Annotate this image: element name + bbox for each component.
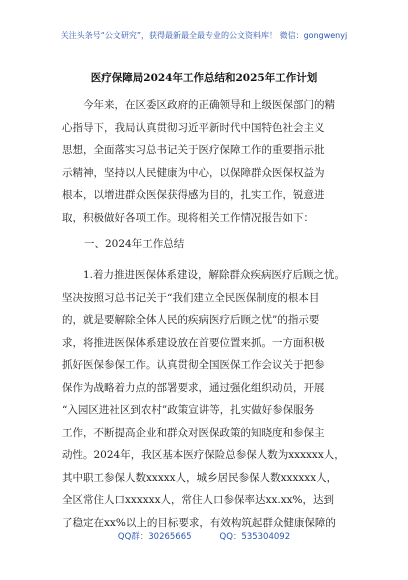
text-line: 工作，不断提高企业和群众对医保政策的知晓度和参保主 bbox=[62, 426, 325, 439]
text-line: 求，将推进医保体系建设放在首要位置来抓。一方面积极 bbox=[62, 336, 325, 349]
text-line: 保作为战略着力点的部署要求，通过强化组织动员，开展 bbox=[62, 381, 325, 394]
text-line: 心指导下，我局认真贯彻习近平新时代中国特色社会主义 bbox=[62, 121, 325, 134]
text-line: 全区常住人口xxxxxx人，常住人口参保率达xx.xx%，达到 bbox=[62, 494, 335, 506]
text-line: 思想，全面落实习总书记关于医疗保障工作的重要指示批 bbox=[62, 144, 325, 156]
text-line: 根本，以增进群众医保获得感为目的，扎实工作，锐意进 bbox=[62, 189, 325, 201]
section-heading: 一、2024年工作总结 bbox=[84, 238, 185, 250]
footer-contact bbox=[0, 530, 408, 542]
text-line: 今年来，在区委区政府的正确领导和上级医保部门的精 bbox=[83, 99, 335, 111]
intro-paragraph bbox=[62, 94, 352, 229]
text-line: “入园区进社区到农村”政策宣讲等，扎实做好参保服务 bbox=[62, 404, 315, 416]
footer-qq-number: QQ：535304092 bbox=[219, 532, 291, 542]
text-line: 了稳定在xx%以上的目标要求，有效构筑起群众健康保障的 bbox=[62, 516, 336, 529]
text-line: 其中职工参保人数xxxxx人，城乡居民参保人数xxxxxx人， bbox=[62, 471, 338, 484]
text-line: 1.着力推进医保体系建设，解除群众疾病医疗后顾之忧。 bbox=[83, 269, 346, 281]
footer-qq-group: QQ群：30265665 bbox=[117, 532, 192, 542]
text-line: 取，积极做好各项工作。现将相关工作情况报告如下： bbox=[62, 211, 314, 224]
text-line: 抓好医保参保工作。认真贯彻全国医保工作会议关于把参 bbox=[62, 359, 325, 371]
section-paragraph bbox=[62, 264, 352, 534]
header-promo-text: 关注头条号“公文研究”，获得最新最全最专业的公文资料库！ 微信：gongwenyj bbox=[60, 31, 348, 40]
document-title: 医疗保障局2024年工作总结和2025年工作计划 bbox=[90, 72, 318, 84]
text-line: 坚决按照习总书记关于“我们建立全民医保制度的根本目 bbox=[62, 291, 320, 304]
text-line: 的，就是要解除全体人民的疾病医疗后顾之忧”的指示要 bbox=[62, 314, 320, 326]
text-line: 示精神，坚持以人民健康为中心，以保障群众医保权益为 bbox=[62, 166, 325, 179]
text-line: 动性。2024年，我区基本医疗保险总参保人数为xxxxxx人， bbox=[62, 449, 345, 461]
